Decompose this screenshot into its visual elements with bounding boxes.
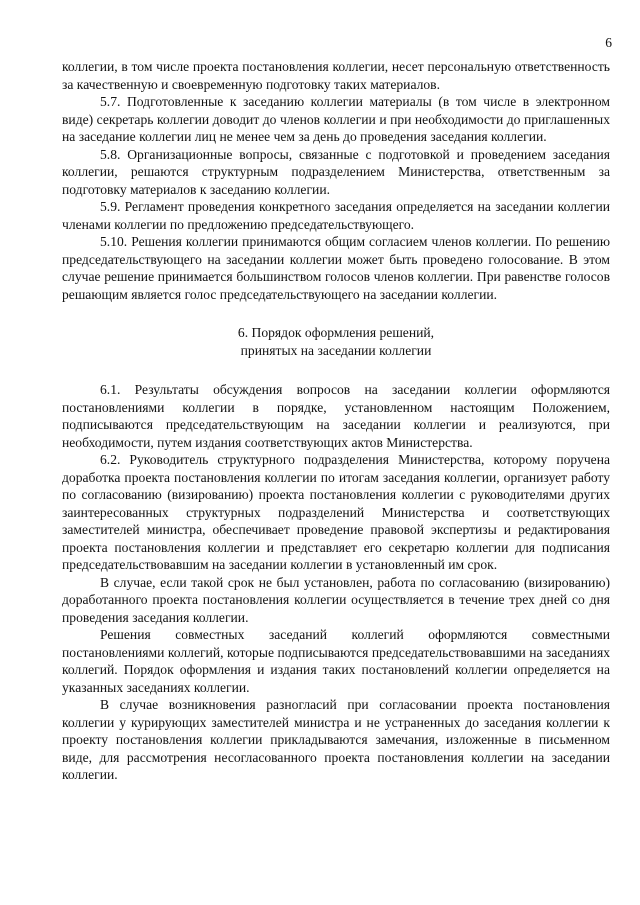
section-6-heading: [62, 324, 610, 359]
paragraph-6-1: 6.1. Результаты обсуждения вопросов на заседании коллегии оформляются постановлениями коллегии в порядке, установленном настоящим Положением, подписываются председательствующим на заседании коллегии и реализуются, при необходимости, путем издания соответствующих актов Министерства.: [62, 382, 610, 450]
paragraph-joint-sessions: Решения совместных заседаний коллегий оформляются совместными постановлениями коллегий, которые подписываются председательствовавшими на заседаниях коллегий. Порядок оформления и издания таких постановлений коллегии определяется на указанных заседаниях коллегии.: [62, 627, 610, 695]
paragraph-5-9: 5.9. Регламент проведения конкретного заседания определяется на заседании коллегии членами коллегии по предложению председательствующего.: [62, 199, 610, 232]
section-6-heading-line-1: 6. Порядок оформления решений,: [237, 325, 435, 340]
document-body: [62, 58, 610, 784]
paragraph-6-2: 6.2. Руководитель структурного подразделения Министерства, которому поручена доработка проекта постановления коллегии по итогам заседания коллегии, организует работу по согласованию (визированию) проекта постановления коллегии с руководителями других заинтересованных структурных подразделений Министерства и соответствующих заместителей министра, обеспечивает проведение правовой экспертизы и редактирования проекта постановления коллегии и представляет его секретарю коллегии для подписания председательствовавшим на заседании коллегии в установленный им срок.: [62, 452, 610, 572]
page-number: 6: [605, 35, 612, 50]
section-6-heading-line-2: принятых на заседании коллегии: [240, 342, 432, 358]
paragraph-no-deadline: В случае, если такой срок не был установлен, работа по согласованию (визированию) доработанного проекта постановления коллегии осуществляется в течение трех дней со дня проведения заседания коллегии.: [62, 574, 610, 625]
paragraph-5-10: 5.10. Решения коллегии принимаются общим согласием членов коллегии. По решению председательствующего на заседании коллегии может быть проведено голосование. В этом случае решение принимается большинством голосов членов коллегии. При равенстве голосов решающим является голос председательствующего на заседании коллегии.: [62, 234, 610, 302]
paragraph-disagreements: В случае возникновения разногласий при согласовании проекта постановления коллегии у курирующих заместителей министра и не устраненных до заседания коллегии к проекту постановления коллегии прикладываются замечания, изложенные в письменном виде, для рассмотрения несогласованного проекта постановления коллегии на заседании коллегии.: [62, 697, 610, 782]
paragraph-5-7: 5.7. Подготовленные к заседанию коллегии материалы (в том числе в электронном виде) секретарь коллегии доводит до членов коллегии и при необходимости до приглашенных на заседание коллегии лиц не менее чем за день до проведения заседания коллегии.: [62, 94, 610, 144]
paragraph-5-6-continuation: коллегии, в том числе проекта постановления коллегии, несет персональную ответственность за качественную и своевременную подготовку таких материалов.: [62, 59, 610, 92]
paragraph-5-8: 5.8. Организационные вопросы, связанные с подготовкой и проведением заседания коллегии, решаются структурным подразделением Министерства, ответственным за подготовку материалов к заседанию коллегии.: [62, 146, 610, 197]
